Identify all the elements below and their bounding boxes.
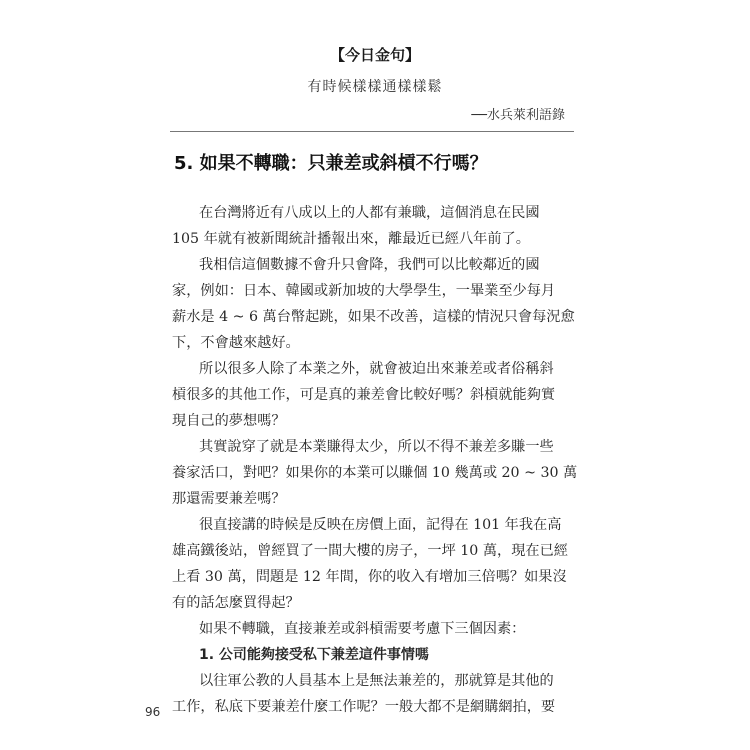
body-line: 工作，私底下要兼差什麼工作呢？一般大都不是網購網拍，要 [172,699,556,715]
body-line: 上看 30 萬，問題是 12 年間，你的收入有增加三倍嗎？如果沒 [172,569,567,585]
body-line: 很直接講的時候是反映在房價上面，記得在 101 年我在高 [199,517,562,533]
body-line: 養家活口，對吧？如果你的本業可以賺個 10 幾萬或 20 ~ 30 萬 [172,465,578,481]
page-number: 96 [145,705,161,719]
quote-text: 有時候樣樣通樣樣鬆 [307,79,443,95]
body-line: 現自己的夢想嗎？ [172,413,286,429]
body-line: 在台灣將近有八成以上的人都有兼職，這個消息在民國 [199,205,540,221]
quote-label: 【今日金句】 [329,46,420,64]
body-line: 我相信這個數據不會升只會降，我們可以比較鄰近的國 [199,257,540,273]
body-line: 其實說穿了就是本業賺得太少，所以不得不兼差多賺一些 [199,439,554,455]
body-line: 以往軍公教的人員基本上是無法兼差的，那就算是其他的 [199,673,554,689]
body-line: 下，不會越來越好。 [172,335,300,351]
body-line: 家，例如：日本、韓國或新加坡的大學學生，一畢業至少每月 [172,283,556,299]
body-line: 有的話怎麼買得起？ [172,595,300,611]
body-line: 如果不轉職，直接兼差或斜槓需要考慮下三個因素： [199,621,526,637]
body-line: 105 年就有被新聞統計播報出來，離最近已經八年前了。 [172,231,530,247]
body-line: 雄高鐵後站，曾經買了一間大樓的房子，一坪 10 萬，現在已經 [172,543,568,559]
header-divider [170,131,574,132]
quote-source: ──水兵萊利語錄 [471,108,565,123]
sub-heading: 1. 公司能夠接受私下兼差這件事情嗎 [199,647,429,663]
body-line: 槓很多的其他工作，可是真的兼差會比較好嗎？斜槓就能夠實 [172,387,556,403]
section-title: 5. 如果不轉職：只兼差或斜槓不行嗎？ [174,153,488,174]
body-line: 薪水是 4 ~ 6 萬台幣起跳，如果不改善，這樣的情況只會每況愈 [172,309,575,325]
body-line: 所以很多人除了本業之外，就會被迫出來兼差或者俗稱斜 [199,361,554,377]
body-line: 那還需要兼差嗎？ [172,491,286,507]
